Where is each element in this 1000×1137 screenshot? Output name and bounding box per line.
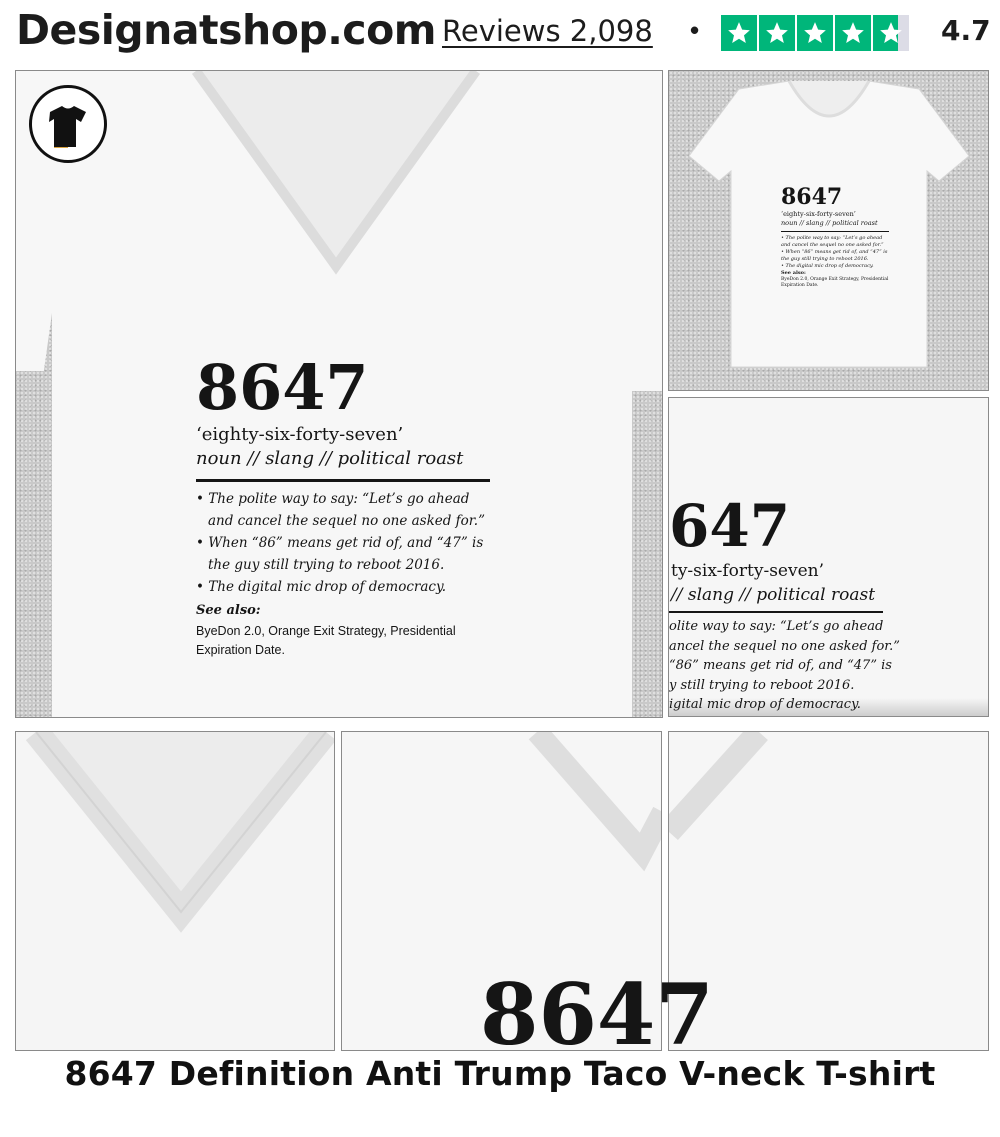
design-see-also: ByeDon 2.0, Orange Exit Strategy, Presidential: [196, 624, 456, 638]
thumbnail-design-number: 8647: [781, 184, 843, 210]
zoom-text: olite way to say: “Let’s go ahead: [669, 619, 884, 634]
star-icon: [759, 15, 795, 51]
zoom-pronunciation: ty-six-forty-seven’: [671, 561, 825, 581]
thumbnail-design-text: • The polite way to say: “Let’s go ahead: [781, 235, 883, 241]
thumbnail-design-text: See also:: [781, 270, 806, 276]
main-product-image[interactable]: [15, 70, 663, 718]
thumbnail-collar-right[interactable]: [668, 731, 989, 1051]
thumbnail-design-text: the guy still trying to reboot 2016.: [781, 256, 869, 262]
zoom-text: igital mic drop of democracy.: [669, 697, 861, 712]
separator: •: [690, 15, 700, 45]
design-bullet: • The digital mic drop of democracy.: [196, 579, 447, 595]
shopping-bag-shirt-icon: [29, 85, 107, 163]
collar-right-detail: [669, 732, 989, 1051]
header: [0, 0, 1000, 68]
collar-detail: [16, 732, 335, 1051]
v-neck-collar: [186, 71, 486, 281]
design-bullet: and cancel the sequel no one asked for.”: [208, 513, 485, 529]
zoom-rule: [669, 611, 883, 613]
brand-name[interactable]: Designatshop.com: [16, 6, 436, 54]
design-bullet: • When “86” means get rid of, and “47” is: [196, 535, 484, 551]
thumbnail-design-pronunciation: ‘eighty-six-forty-seven’: [781, 210, 856, 218]
design-pronunciation: ‘eighty-six-forty-seven’: [196, 424, 404, 445]
thumbnail-design-text: ByeDon 2.0, Orange Exit Strategy, Presidential: [781, 277, 889, 282]
zoom-text: “86” means get rid of, and “47” is: [669, 658, 892, 673]
thumbnail-design-rule: [781, 231, 889, 232]
product-title: 8647 Definition Anti Trump Taco V-neck T-shirt: [64, 1054, 936, 1093]
design-see-also: Expiration Date.: [196, 643, 285, 657]
thumbnail-design-text: • The digital mic drop of democracy.: [781, 263, 874, 269]
design-bullet: the guy still trying to reboot 2016.: [208, 557, 445, 573]
zoom-number: 647: [669, 492, 791, 560]
design-see-also-label: See also:: [196, 603, 261, 618]
star-icon: [721, 15, 757, 51]
definition-design: [196, 353, 496, 660]
zoom-text: y still trying to reboot 2016.: [669, 677, 855, 693]
design-rule: [196, 479, 490, 482]
design-part-of-speech: noun // slang // political roast: [196, 448, 464, 469]
star-icon: [835, 15, 871, 51]
thumbnail-design: [781, 184, 891, 289]
star-icon: [797, 15, 833, 51]
rating-stars: [721, 15, 909, 51]
rating-value: 4.7: [941, 14, 991, 47]
zoom-design: [669, 493, 989, 715]
thumbnail-zoom-design[interactable]: [668, 397, 989, 717]
bottom-design-number: 8647: [480, 975, 714, 1051]
thumbnail-design-text: Expiration Date.: [781, 283, 819, 288]
zoom-text: ancel the sequel no one asked for.”: [669, 638, 900, 654]
star-icon: [873, 15, 909, 51]
thumbnail-collar-closeup[interactable]: [15, 731, 335, 1051]
design-bullet: • The polite way to say: “Let’s go ahead: [196, 491, 470, 507]
thumbnail-full-shirt[interactable]: [668, 70, 989, 391]
thumbnail-design-pos: noun // slang // political roast: [781, 219, 878, 227]
design-number: 8647: [196, 351, 369, 424]
thumbnail-design-text: and cancel the sequel no one asked for.”: [781, 242, 884, 248]
reviews-link[interactable]: Reviews 2,098: [442, 14, 653, 48]
thumbnail-design-text: • When “86” means get rid of, and “47” is: [781, 249, 888, 255]
zoom-pos: // slang // political roast: [671, 585, 876, 605]
